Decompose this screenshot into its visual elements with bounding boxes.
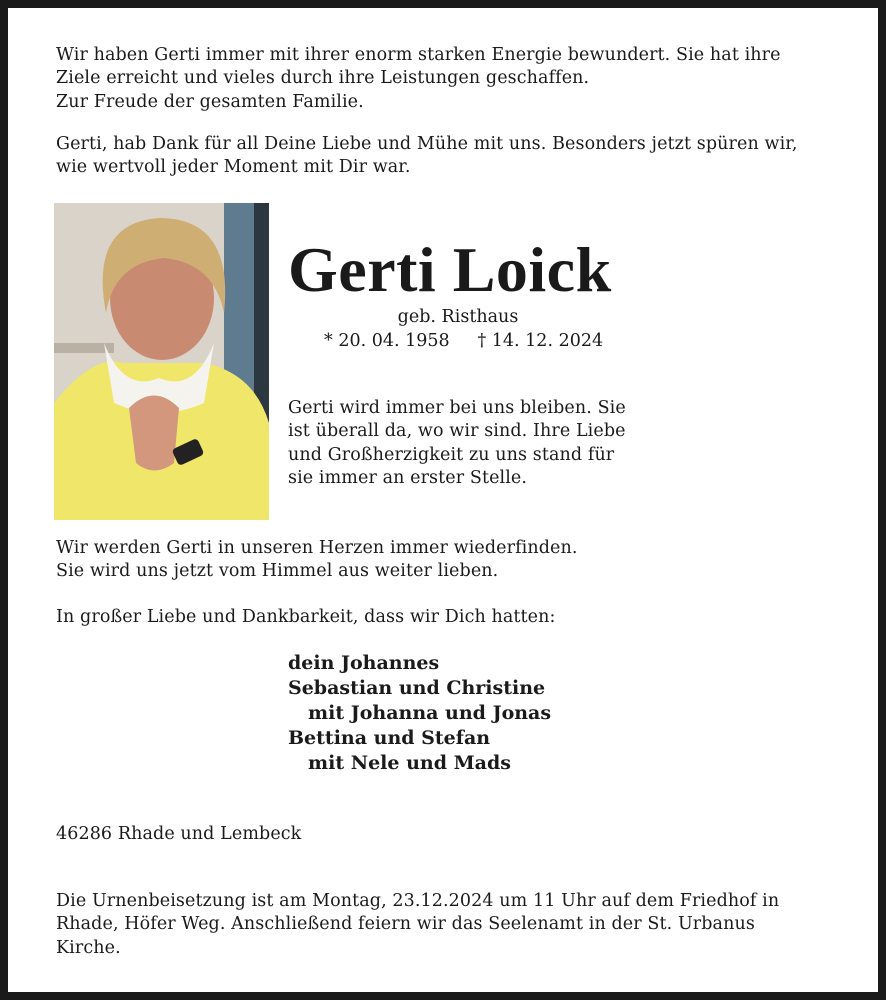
address: 46286 Rhade und Lembeck [56, 824, 302, 844]
dedication-line: In großer Liebe und Dankbarkeit, dass wir Dich hatten: [56, 607, 556, 627]
mourner: mit Johanna und Jonas [308, 702, 552, 724]
mourner: Bettina und Stefan [288, 727, 491, 749]
mourner: dein Johannes [288, 652, 440, 674]
funeral-info: Die Urnenbeisetzung ist am Montag, 23.12.2024 um 11 Uhr auf dem Friedhof in Rhade, Höfer Weg. Anschließend feiern wir das Seelenamt in der St. Urbanus Kirche. [56, 891, 780, 958]
mourner: mit Nele und Mads [308, 752, 511, 774]
intro-paragraph: Wir haben Gerti immer mit ihrer enorm starken Energie bewundert. Sie hat ihre Ziele erreicht und vieles durch ihre Leistungen geschaffen. Zur Freude der gesamten Familie. [56, 45, 781, 112]
mourner: Sebastian und Christine [288, 677, 546, 699]
mourners-list [288, 651, 551, 776]
deceased-name: Gerti Loick [288, 234, 612, 305]
life-dates [324, 331, 603, 351]
remembrance-paragraph: Wir werden Gerti in unseren Herzen immer wiederfinden. Sie wird uns jetzt vom Himmel aus weiter lieben. [56, 538, 578, 582]
thanks-paragraph: Gerti, hab Dank für all Deine Liebe und Mühe mit uns. Besonders jetzt spüren wir, wie wertvoll jeder Moment mit Dir war. [56, 134, 798, 178]
memorial-quote: Gerti wird immer bei uns bleiben. Sie ist überall da, wo wir sind. Ihre Liebe und Großherzigkeit zu uns stand für sie immer an erster Stelle. [288, 398, 626, 488]
birth-name: geb. Risthaus [397, 307, 519, 327]
birth-date: * 20. 04. 1958 [324, 331, 450, 351]
portrait-photo [54, 203, 269, 520]
death-date: † 14. 12. 2024 [477, 331, 604, 351]
